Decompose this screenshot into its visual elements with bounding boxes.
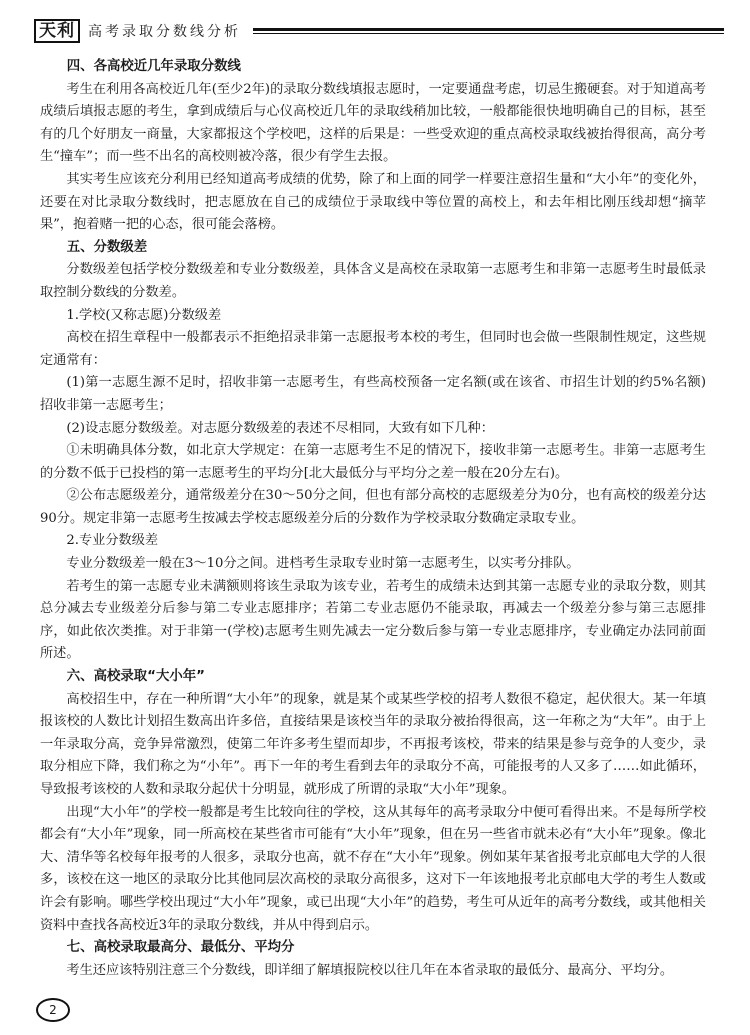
publisher-logo: 天利 bbox=[34, 19, 80, 43]
section-heading: 五、分数级差 bbox=[66, 239, 148, 255]
paragraph: ②公布志愿级差分，通常级差分在30～50分之间，但也有部分高校的志愿级差分为0分，也有高校的级差分达90分。规定非第一志愿考生按减去学校志愿级差分后的分数作为学校录取分数确定录取专业。 bbox=[40, 488, 706, 526]
section-heading: 四、各高校近几年录取分数线 bbox=[66, 59, 241, 74]
subsection-heading: 2.专业分数级差 bbox=[66, 533, 159, 549]
paragraph: (2)设志愿分数级差。对志愿分数级差的表述不尽相同，大致有如下几种： bbox=[66, 420, 494, 436]
page-number: 2 bbox=[36, 998, 70, 1022]
header-rule bbox=[253, 28, 724, 34]
paragraph: 若考生的第一志愿专业未满额则将该生录取为该专业，若考生的成绩未达到其第一志愿专业的录取分数，则其总分减去专业级差分后参与第二专业志愿排序；若第二专业志愿仍不能录取，再减去一个级差分参与第三志愿排序，如此依次类推。对于非第一(学校)志愿考生则先减去一定分数后参与第一专业志愿排序，专业确定办法同前面所述。 bbox=[40, 578, 706, 662]
book-title: 高考录取分数线分析 bbox=[88, 24, 241, 40]
paragraph: (1)第一志愿生源不足时，招收非第一志愿考生，有些高校预备一定名额(或在该省、市招生计划的约5%名额)招收非第一志愿考生； bbox=[40, 375, 706, 413]
section-heading: 六、高校录取“大小年” bbox=[66, 669, 205, 685]
paragraph: 高校在招生章程中一般都表示不拒绝招录非第一志愿报考本校的考生，但同时也会做一些限制性规定，这些规定通常有： bbox=[40, 330, 706, 368]
paragraph: 考生还应该特别注意三个分数线，即详细了解填报院校以往几年在本省录取的最低分、最高分、平均分。 bbox=[66, 962, 674, 978]
paragraph: 专业分数级差一般在3～10分之间。进档考生录取专业时第一志愿考生，以实考分排队。 bbox=[66, 556, 580, 572]
running-header bbox=[34, 18, 724, 44]
subsection-heading: 1.学校(又称志愿)分数级差 bbox=[66, 307, 222, 323]
paragraph: 分数级差包括学校分数级差和专业分数级差，具体含义是高校在录取第一志愿考生和非第一志愿考生时最低录取控制分数线的分数差。 bbox=[40, 262, 706, 300]
paragraph: 出现“大小年”的学校一般都是考生比较向往的学校，这从其每年的高考录取分中便可看得出来。不是每所学校都会有“大小年”现象，同一所高校在某些省市可能有“大小年”现象，但在另一些省市就未必有“大小年”现象。像北大、清华等名校每年报考的人很多，录取分也高，就不存在“大小年”现象。例如某年某省报考北京邮电大学的人很多，该校在这一地区的录取分比其他同层次高校的录取分高很多，这对下一年该地报考北京邮电大学的考生人数或许会有影响。哪些学校出现过“大小年”现象，或已出现“大小年”的趋势，考生可从近年的高考分数线，或其他相关资料中查找各高校近3年的录取分数线，并从中得到启示。 bbox=[40, 804, 706, 933]
paragraph: ①未明确具体分数，如北京大学规定：在第一志愿考生不足的情况下，接收非第一志愿考生。非第一志愿考生的分数不低于已投档的第一志愿考生的平均分[北大最低分与平均分之差一般在20分左右)。 bbox=[40, 443, 706, 481]
paragraph: 考生在利用各高校近几年(至少2年)的录取分数线填报志愿时，一定要通盘考虑，切忌生搬硬套。对于知道高考成绩后填报志愿的考生，拿到成绩后与心仪高校近几年的录取线稍加比较，一般都能很快地明确自己的目标，甚至有的几个好朋友一商量，大家都报这个学校吧，这样的后果是：一些受欢迎的重点高校录取线被抬得很高，高分考生“撞车”；而一些不出名的高校则被冷落，很少有学生去报。 bbox=[40, 81, 706, 165]
section-heading: 七、高校录取最高分、最低分、平均分 bbox=[66, 940, 295, 956]
page-body bbox=[40, 56, 706, 982]
paragraph: 高校招生中，存在一种所谓“大小年”的现象，就是某个或某些学校的招考人数很不稳定，起伏很大。某一年填报该校的人数比计划招生数高出许多倍，直接结果是该校当年的录取分被抬得很高，这一年称之为“大年”。由于上一年录取分高，竞争异常激烈，使第二年许多考生望而却步，不再报考该校，带来的结果是参与竞争的人变少，录取分相应下降，我们称之为“小年”。再下一年的考生看到去年的录取分不高，可能报考的人又多了……如此循环，导致报考该校的人数和录取分起伏十分明显，就形成了所谓的录取“大小年”现象。 bbox=[40, 691, 706, 797]
paragraph: 其实考生应该充分利用已经知道高考成绩的优势，除了和上面的同学一样要注意招生量和“大小年”的变化外，还要在对比录取分数线时，把志愿放在自己的成绩位于录取线中等位置的高校上，和去年相比刚压线却想“摘苹果”，抱着赌一把的心态，很可能会落榜。 bbox=[40, 171, 706, 233]
